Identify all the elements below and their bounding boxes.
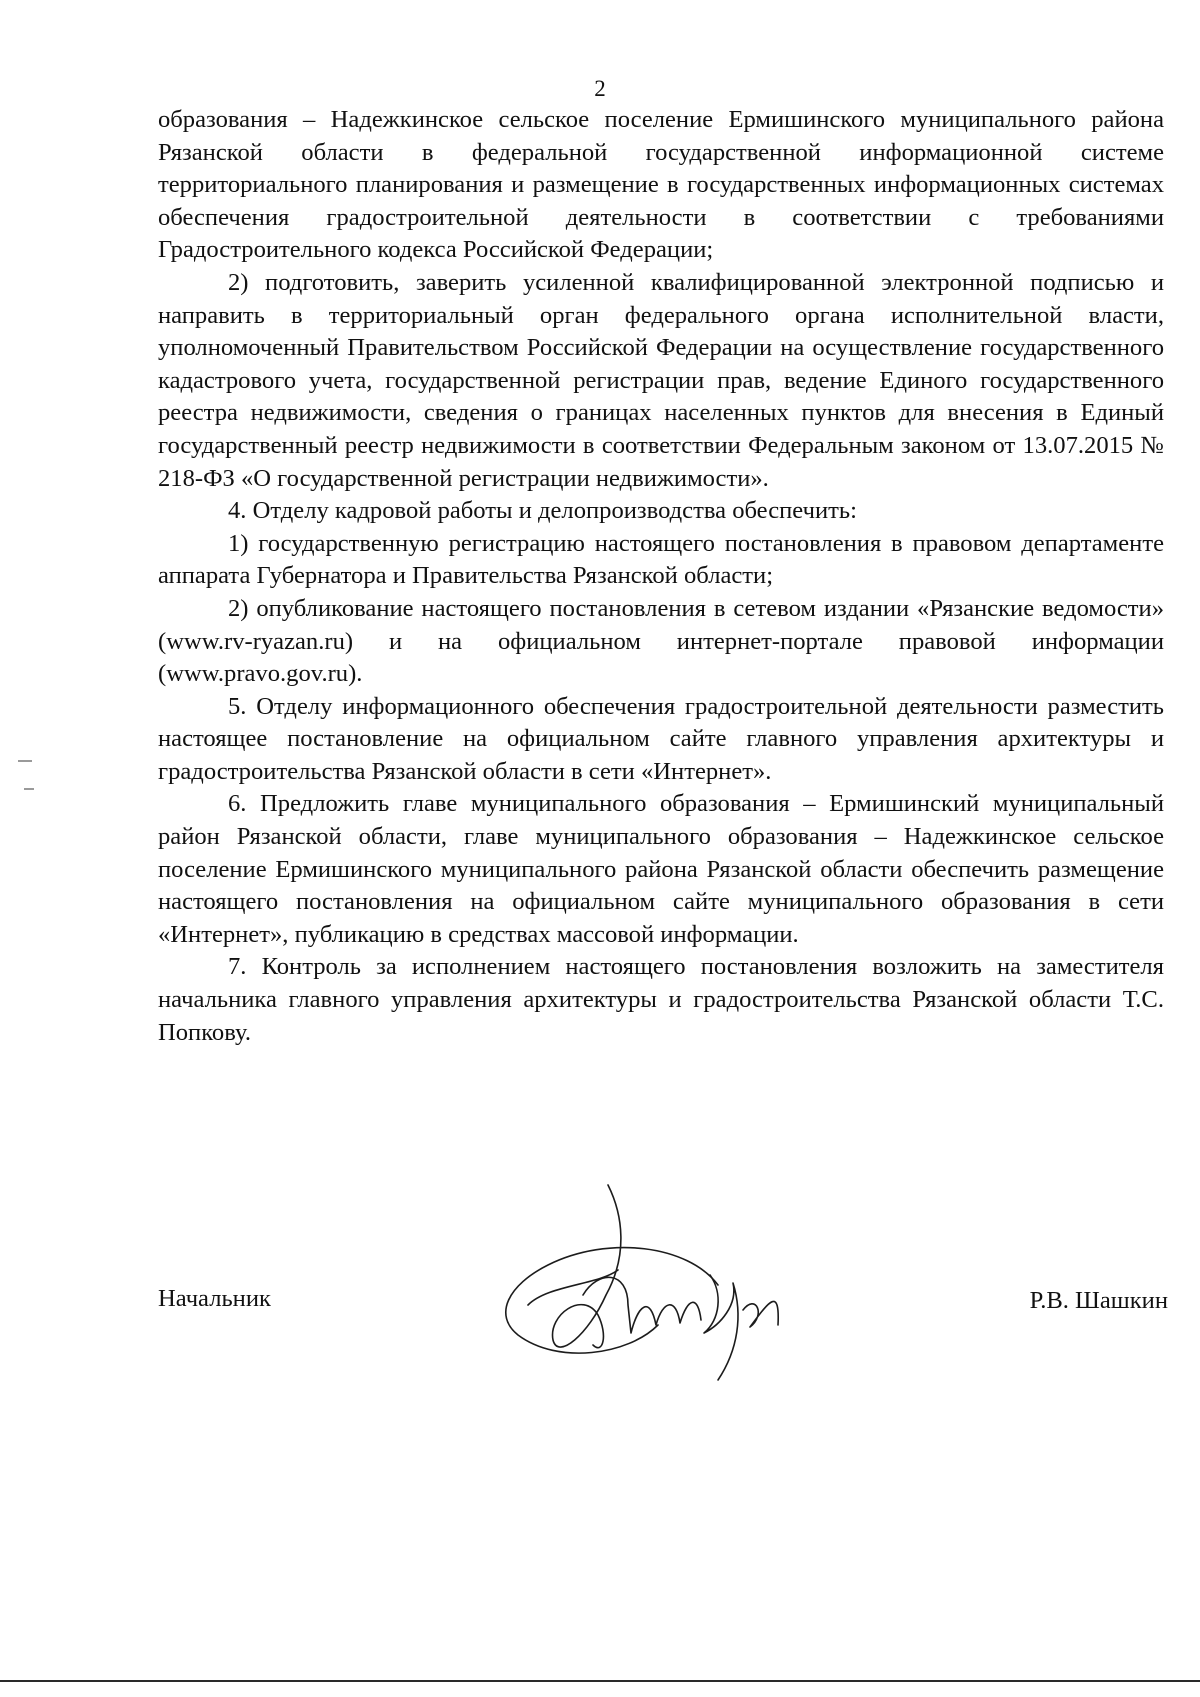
scan-speck [18, 760, 32, 762]
paragraph-item-3-2: 2) подготовить, заверить усиленной квалифицированной электронной подписью и направить в территориальный орган федерального органа исполнительной власти, уполномоченный Правительством Российской Федерации на осуществление государственного кадастрового учета, государственной регистрации прав, ведение Единого государственного реестра недвижимости, сведения о границах населенных пунктов для внесения в Единый государственный реестр недвижимости в соответствии Федеральным законом от 13.07.2015 № 218-ФЗ «О государственной регистрации недвижимости». [158, 268, 1164, 492]
paragraph-item-4-1: 1) государственную регистрацию настоящего постановления в правовом департаменте аппарата Губернатора и Правительства Рязанской области; [158, 529, 1164, 590]
handwritten-signature [488, 1175, 818, 1405]
paragraph-item-6: 6. Предложить главе муниципального образования – Ермишинский муниципальный район Рязанской области, главе муниципального образования – Надежкинское сельское поселение Ермишинского муниципального района Рязанской области обеспечить размещение настоящего постановления на официальном сайте муниципального образования в сети «Интернет», публикацию в средствах массовой информации. [158, 790, 1164, 948]
scan-speck [24, 788, 34, 790]
paragraph-item-4-2: 2) опубликование настоящего постановления в сетевом издании «Рязанские ведомости» (www.rv-ryazan.ru) и на официальном интернет-портале правовой информации (www.pravo.gov.ru). [158, 594, 1164, 688]
signature-block [158, 1275, 1168, 1395]
paragraph-item-4: 4. Отделу кадровой работы и делопроизводства обеспечить: [228, 497, 857, 525]
page-number: 2 [594, 76, 606, 101]
paragraph-item-5: 5. Отделу информационного обеспечения градостроительной деятельности разместить настоящее постановление на официальном сайте главного управления архитектуры и градостроительства Рязанской области в сети «Интернет». [158, 692, 1164, 785]
scan-edge-line [0, 1680, 1200, 1682]
paragraph-continuation: образования – Надежкинское сельское поселение Ермишинского муниципального района Рязанской области в федеральной государственной информационной системе территориального планирования и размещение в государственных информационных системах обеспечения градостроительной деятельности в соответствии с требованиями Градостроительного кодекса Российской Федерации; [158, 106, 1164, 264]
signatory-name: Р.В. Шашкин [1029, 1287, 1168, 1314]
document-body [158, 104, 1164, 1049]
signatory-position: Начальник [158, 1285, 271, 1312]
paragraph-item-7: 7. Контроль за исполнением настоящего постановления возложить на заместителя начальника главного управления архитектуры и градостроительства Рязанской области Т.С. Попкову. [158, 953, 1164, 1046]
